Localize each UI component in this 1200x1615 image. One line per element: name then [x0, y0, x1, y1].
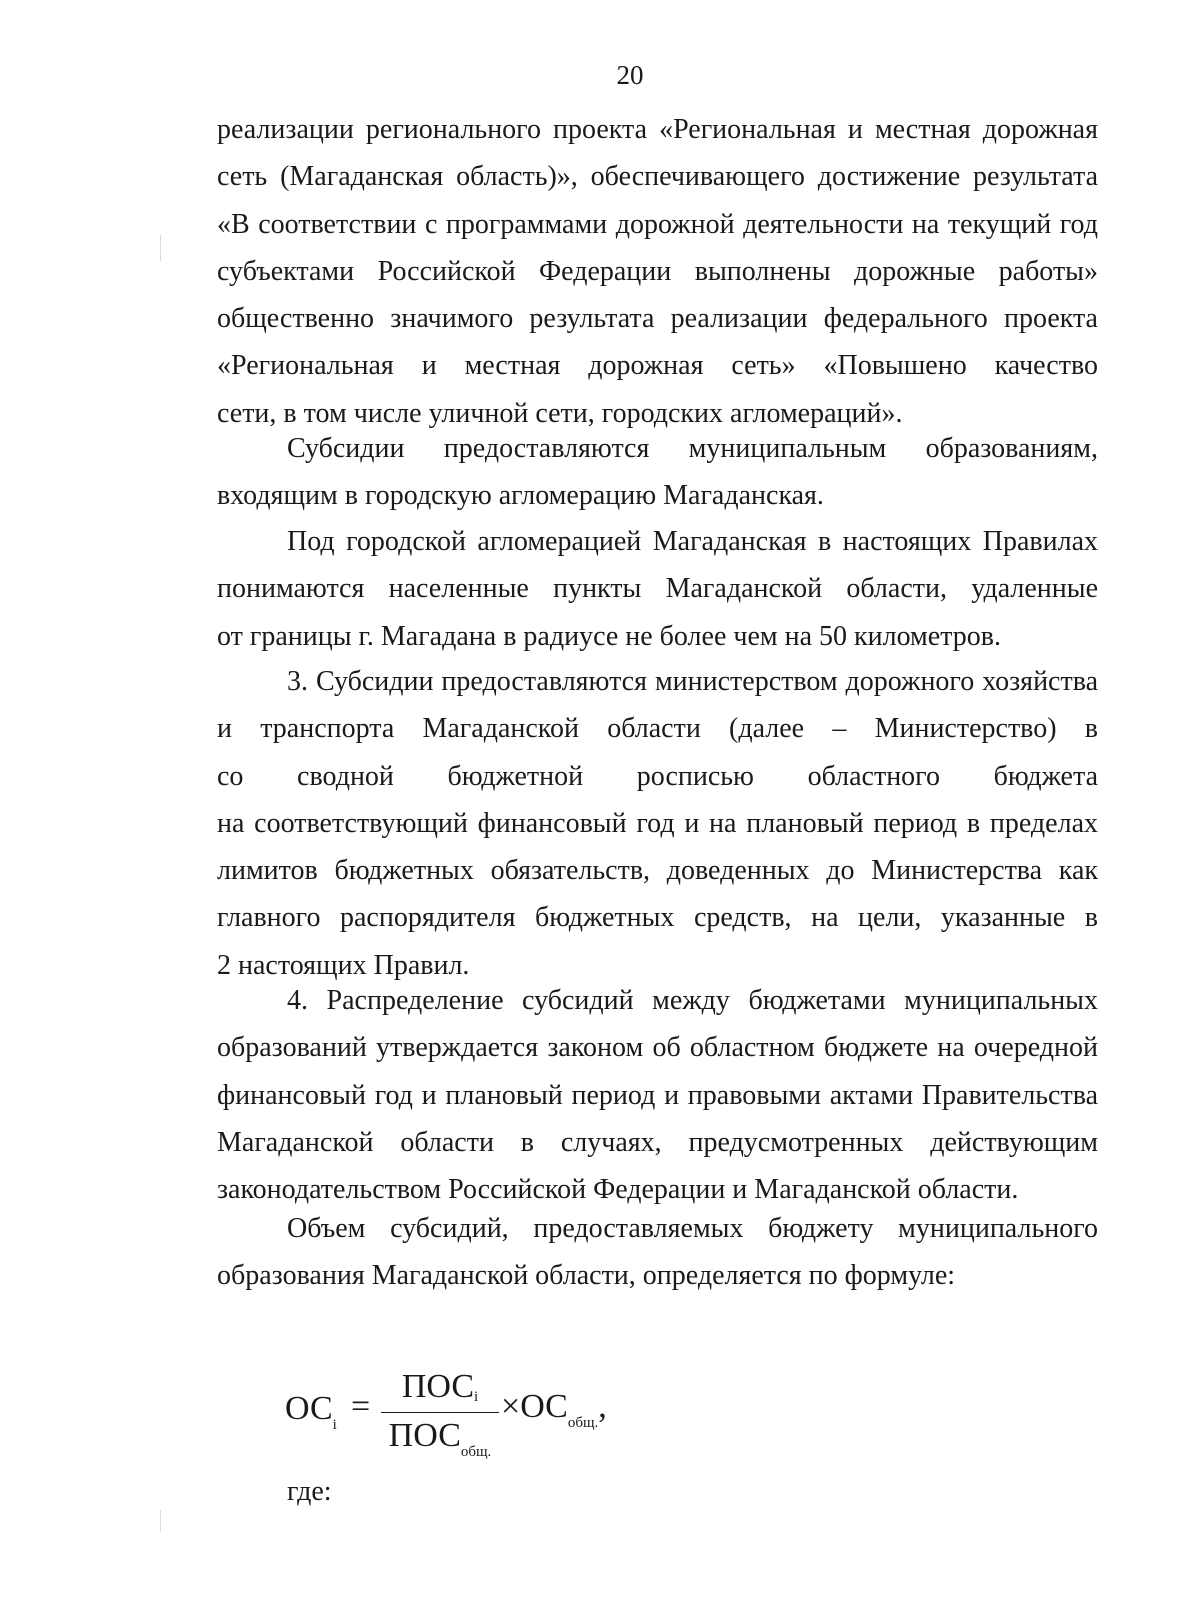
- text-line: Объем субсидий, предоставляемых бюджету муниципального: [287, 1213, 1098, 1244]
- text-line: общественно значимого результата реализации федерального проекта: [217, 303, 1098, 335]
- text-line: сеть (Магаданская область)», обеспечивающего достижение результата: [217, 161, 1098, 193]
- text-line: 4. Распределение субсидий между бюджетами муниципальных: [287, 985, 1098, 1016]
- paragraph-agglomeration-definition: [217, 518, 1098, 660]
- formula-rhs-base: ОС: [520, 1388, 568, 1425]
- text-line: лимитов бюджетных обязательств, доведенных до Министерства как: [217, 855, 1098, 887]
- scan-margin-mark: [160, 1510, 161, 1532]
- where-label: где:: [287, 1476, 332, 1507]
- formula-numerator-subscript: i: [474, 1389, 479, 1405]
- text-line: образования Магаданской области, определяется по формуле:: [217, 1260, 956, 1292]
- text-line: «В соответствии с программами дорожной деятельности на текущий год: [217, 208, 1098, 240]
- text-line: реализации регионального проекта «Региональная и местная дорожная: [217, 114, 1098, 145]
- paragraph-item-4: [217, 977, 1098, 1213]
- text-line: сети, в том числе уличной сети, городских агломераций».: [217, 397, 903, 429]
- paragraph-subsidy-volume: [217, 1205, 1098, 1300]
- formula-lhs: [285, 1390, 337, 1434]
- text-line: образований утверждается законом об областном бюджете на очередной: [217, 1032, 1098, 1064]
- text-line: от границы г. Магадана в радиусе не более чем на 50 километров.: [217, 620, 1001, 652]
- text-line: главного распорядителя бюджетных средств, на цели, указанные в: [217, 902, 1098, 934]
- page-number: 20: [616, 60, 644, 90]
- text-line: субъектами Российской Федерации выполнены дорожные работы»: [217, 255, 1098, 287]
- formula-times: ×: [501, 1388, 521, 1425]
- text-line: на соответствующий финансовый год и на плановый период в пределах: [217, 807, 1098, 839]
- text-line: 3. Субсидии предоставляются министерством дорожного хозяйства: [287, 666, 1098, 697]
- fraction-bar: [381, 1412, 499, 1413]
- formula-rhs: [501, 1388, 607, 1432]
- text-line: понимаются населенные пункты Магаданской области, удаленные: [217, 573, 1098, 605]
- paragraph-subsidy-recipients: [217, 425, 1098, 520]
- formula-lhs-subscript: i: [332, 1417, 337, 1433]
- formula-numerator: [381, 1368, 499, 1410]
- paragraph-item-3: [217, 658, 1098, 989]
- text-line: входящим в городскую агломерацию Магаданская.: [217, 480, 824, 512]
- formula-denominator-base: ПОС: [388, 1417, 461, 1454]
- formula-comma: ,: [598, 1388, 607, 1425]
- text-line: 2 настоящих Правил.: [217, 949, 470, 981]
- formula-rhs-subscript: общ.: [567, 1415, 599, 1431]
- formula-lhs-base: ОС: [285, 1390, 333, 1427]
- text-line: законодательством Российской Федерации и Магаданской области.: [217, 1174, 1019, 1206]
- scan-margin-mark: [160, 235, 161, 261]
- text-line: со сводной бюджетной росписью областного бюджета: [217, 760, 1098, 792]
- formula-denominator: [381, 1417, 499, 1461]
- text-line: Под городской агломерацией Магаданская в настоящих Правилах: [287, 526, 1098, 557]
- formula-equals: =: [351, 1388, 371, 1425]
- text-line: Субсидии предоставляются муниципальным образованиям,: [287, 433, 1098, 464]
- text-line: и транспорта Магаданской области (далее – Министерство) в: [217, 713, 1098, 745]
- formula-denominator-subscript: общ.: [460, 1444, 492, 1460]
- text-line: «Региональная и местная дорожная сеть» «Повышено качество: [217, 350, 1098, 382]
- formula-fraction: [381, 1368, 499, 1461]
- formula-numerator-base: ПОС: [401, 1368, 475, 1405]
- paragraph-project-result: [217, 106, 1098, 437]
- text-line: финансовый год и плановый период и правовыми актами Правительства: [217, 1079, 1098, 1111]
- text-line: Магаданской области в случаях, предусмотренных действующим: [217, 1126, 1098, 1158]
